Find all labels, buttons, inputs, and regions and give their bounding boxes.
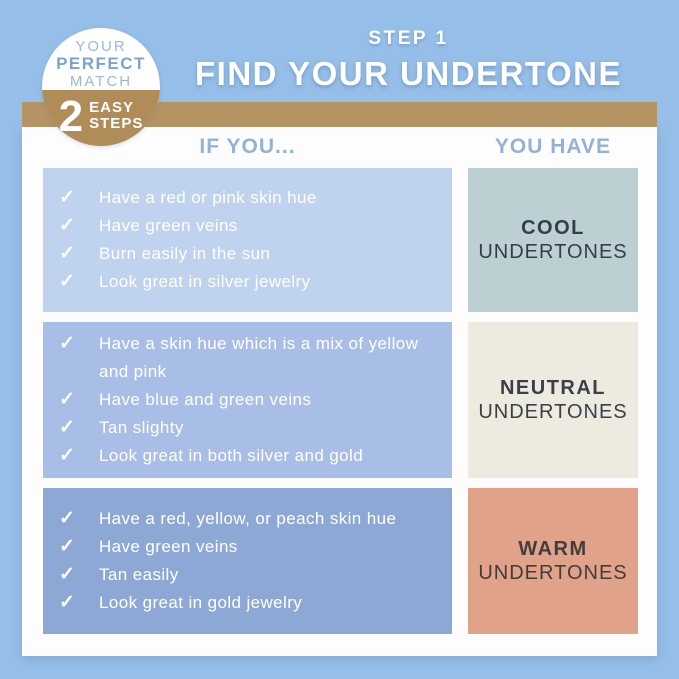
- criteria-text: Tan easily: [99, 565, 179, 584]
- criteria-text: Burn easily in the sun: [99, 244, 271, 263]
- undertone-result-warm: [468, 488, 638, 634]
- checkmark-icon: ✓: [59, 564, 75, 585]
- criteria-text: Look great in silver jewelry: [99, 272, 311, 291]
- badge-steps-section: [42, 90, 160, 146]
- checkmark-icon: ✓: [59, 243, 75, 264]
- undertone-word: WARM: [518, 538, 588, 560]
- undertone-label: UNDERTONES: [478, 401, 628, 423]
- criteria-row-neutral: [43, 322, 638, 478]
- undertone-word: NEUTRAL: [499, 377, 607, 399]
- checkmark-icon: ✓: [59, 333, 75, 354]
- badge-step-words: [89, 100, 143, 132]
- badge-line-perfect: PERFECT: [56, 54, 146, 73]
- undertone-result-neutral: [468, 322, 638, 478]
- criteria-list: [43, 488, 452, 634]
- page-header: [160, 28, 657, 93]
- checkmark-icon: ✓: [59, 508, 75, 529]
- badge-line-match: MATCH: [69, 73, 133, 90]
- criteria-item: [59, 442, 438, 470]
- criteria-item: [59, 533, 438, 561]
- badge-step-number: 2: [58, 92, 84, 141]
- checkmark-icon: ✓: [59, 389, 75, 410]
- badge-word-steps: STEPS: [89, 115, 144, 132]
- criteria-item: [59, 330, 438, 386]
- undertone-result-cool: [468, 168, 638, 312]
- criteria-row-cool: [43, 168, 638, 312]
- checkmark-icon: ✓: [59, 271, 75, 292]
- criteria-text: Have a red, yellow, or peach skin hue: [99, 509, 397, 528]
- column-header-you-have: YOU HAVE: [494, 135, 612, 158]
- page-title: FIND YOUR UNDERTONE: [195, 55, 622, 92]
- criteria-text: Have green veins: [99, 216, 238, 235]
- checkmark-icon: ✓: [59, 445, 75, 466]
- step-label: STEP 1: [368, 28, 449, 49]
- criteria-item: [59, 589, 438, 617]
- criteria-text: Look great in gold jewelry: [99, 593, 303, 612]
- criteria-item: [59, 212, 438, 240]
- criteria-text: Tan slighty: [99, 418, 184, 437]
- badge-line-your: YOUR: [75, 38, 127, 55]
- content-card: [22, 127, 657, 656]
- criteria-text: Have a red or pink skin hue: [99, 188, 317, 207]
- criteria-list: [43, 322, 452, 478]
- column-header-if-you: IF YOU...: [199, 135, 296, 158]
- badge-word-easy: EASY: [89, 99, 134, 116]
- criteria-text: Look great in both silver and gold: [99, 446, 364, 465]
- criteria-item: [59, 561, 438, 589]
- criteria-list: [43, 168, 452, 312]
- criteria-row-warm: [43, 488, 638, 634]
- checkmark-icon: ✓: [59, 417, 75, 438]
- checkmark-icon: ✓: [59, 536, 75, 557]
- undertone-label: UNDERTONES: [478, 241, 628, 263]
- criteria-item: [59, 414, 438, 442]
- checkmark-icon: ✓: [59, 215, 75, 236]
- perfect-match-badge: [42, 28, 160, 146]
- undertone-label: UNDERTONES: [478, 562, 628, 584]
- criteria-item: [59, 184, 438, 212]
- checkmark-icon: ✓: [59, 592, 75, 613]
- criteria-text: Have blue and green veins: [99, 390, 312, 409]
- criteria-item: [59, 386, 438, 414]
- criteria-item: [59, 240, 438, 268]
- criteria-text: Have green veins: [99, 537, 238, 556]
- undertone-word: COOL: [521, 217, 585, 239]
- badge-top-text: [42, 28, 160, 92]
- criteria-item: [59, 505, 438, 533]
- criteria-text: Have a skin hue which is a mix of yellow and pink: [99, 334, 419, 381]
- criteria-item: [59, 268, 438, 296]
- checkmark-icon: ✓: [59, 187, 75, 208]
